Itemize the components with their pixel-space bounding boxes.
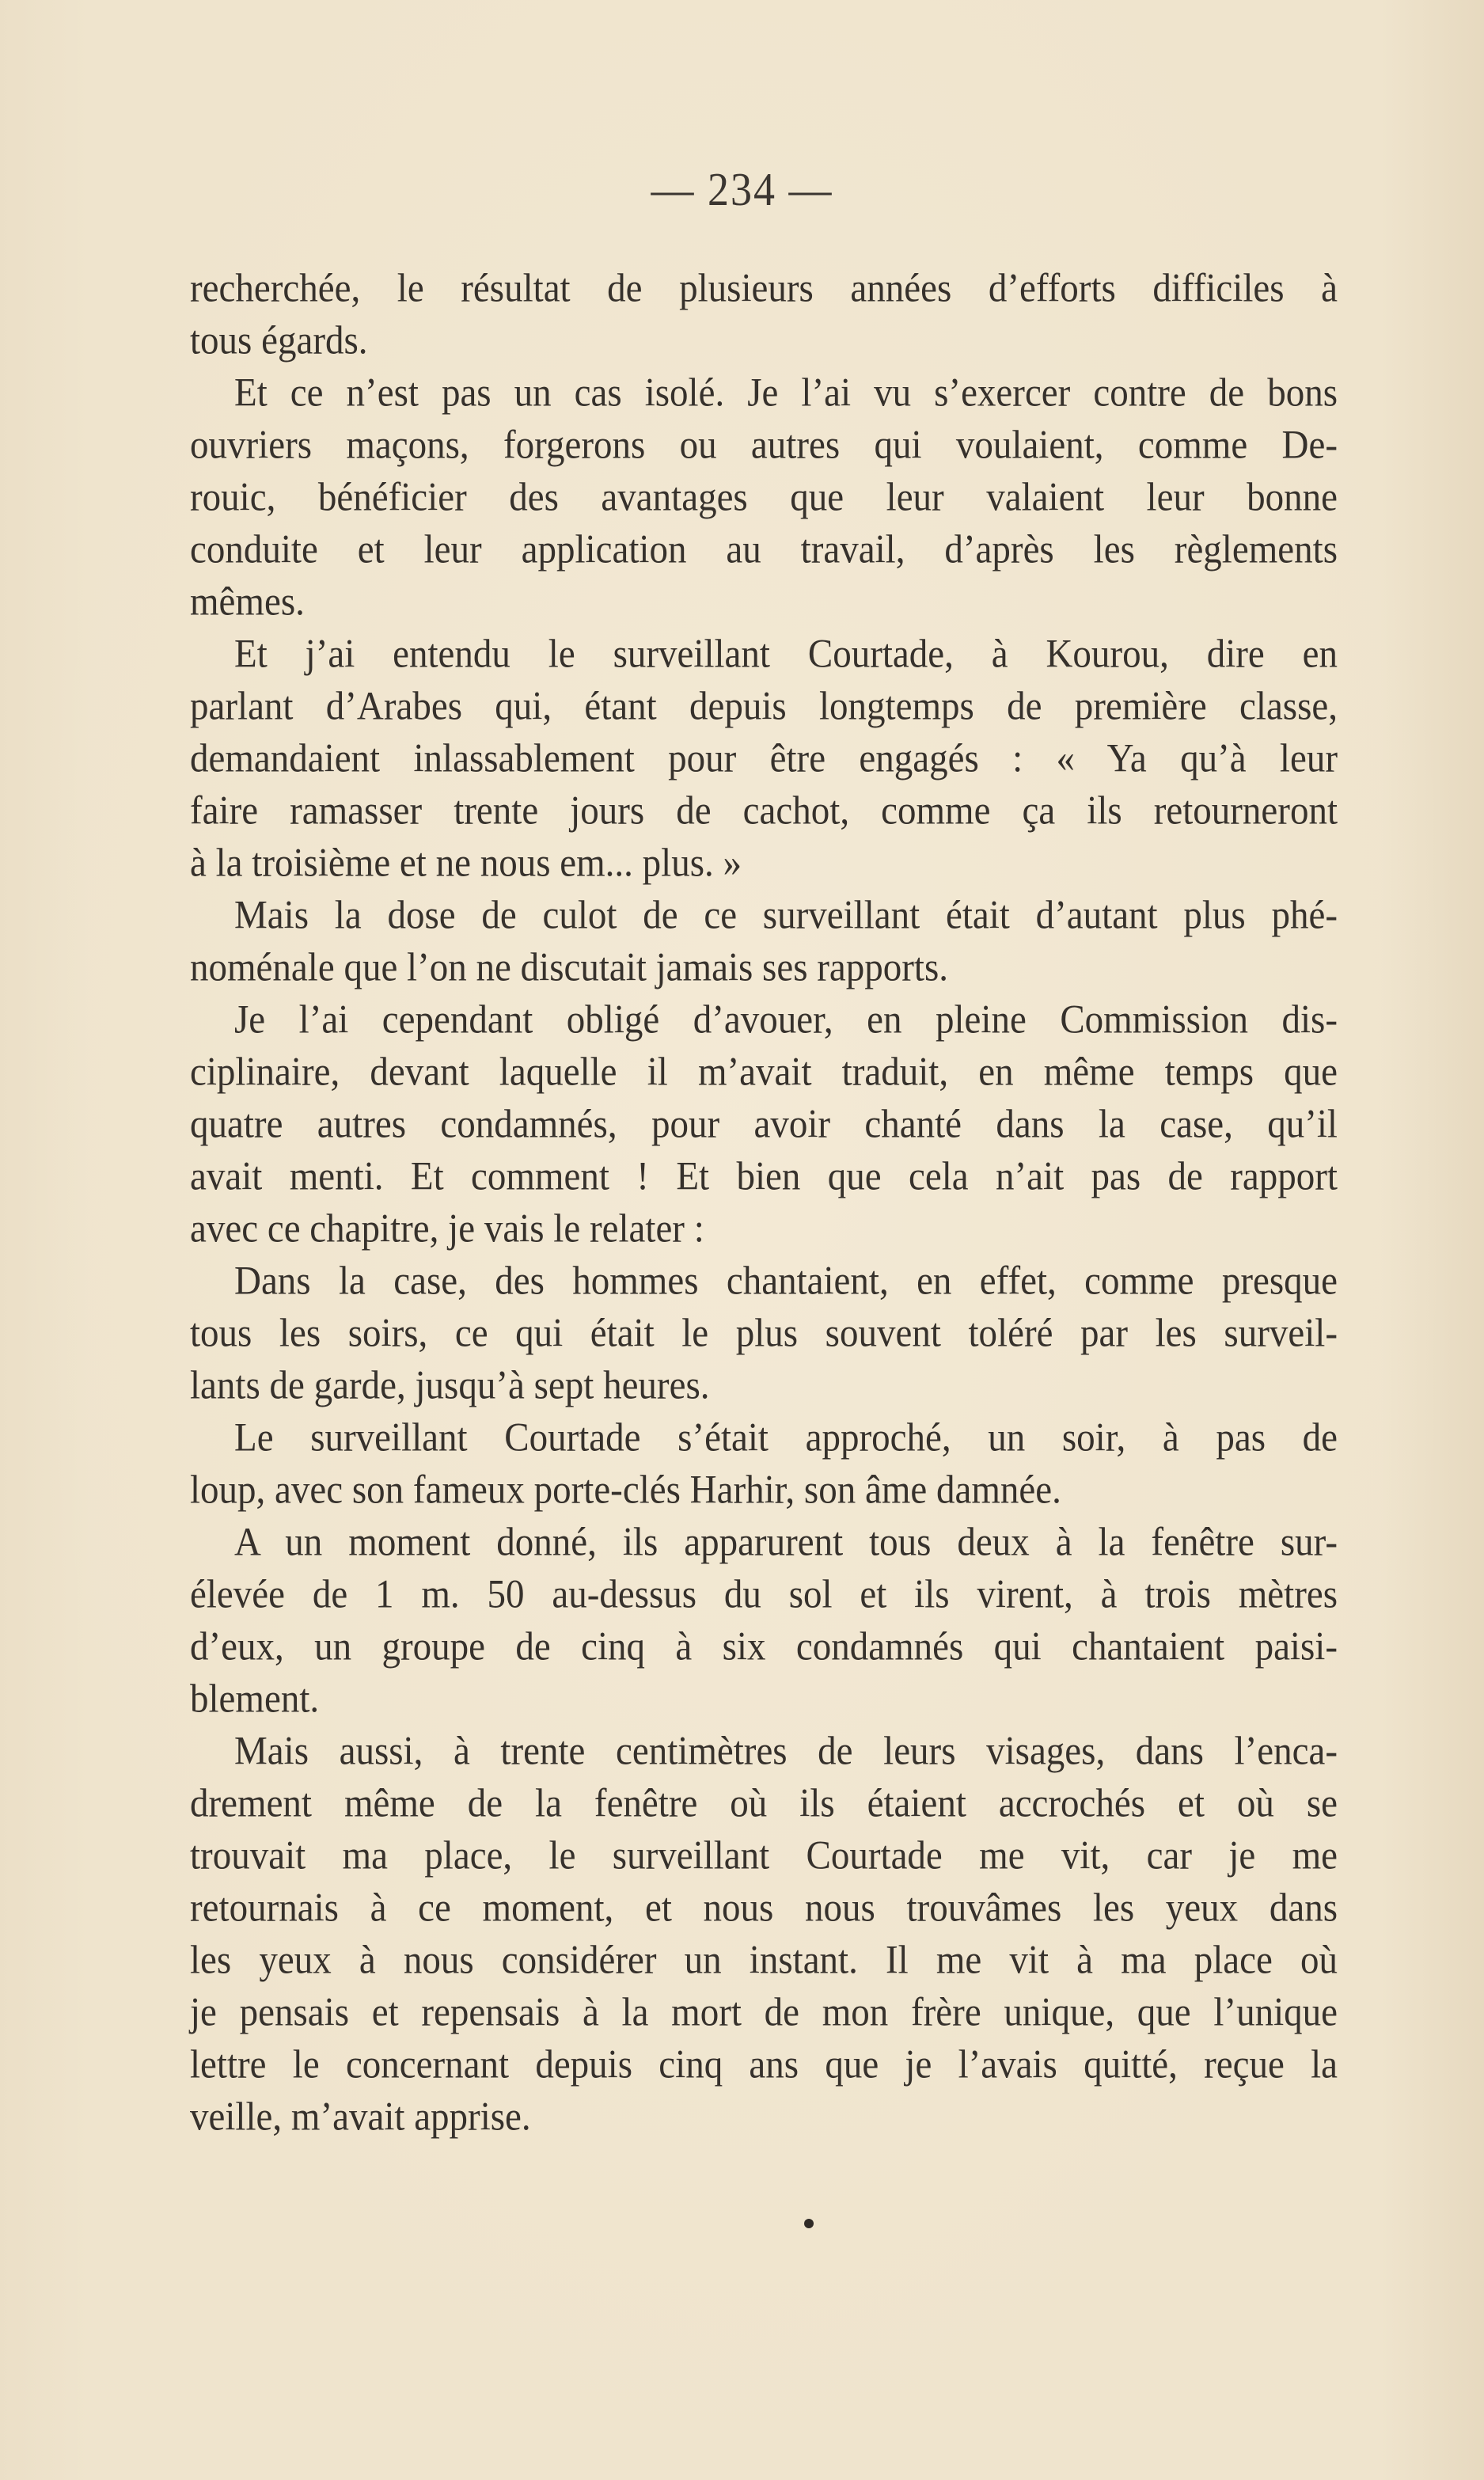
text-line: tous les soirs, ce qui était le plus souvent toléré par les surveil- [190, 1311, 1338, 1356]
page-number: — 234 — [651, 163, 833, 215]
text-line: avait menti. Et comment ! Et bien que cela n’ait pas de rapport [190, 1154, 1338, 1199]
text-line: parlant d’Arabes qui, étant depuis longtemps de première classe, [190, 684, 1338, 729]
text-line: avec ce chapitre, je vais le relater : [190, 1206, 704, 1251]
text-line: conduite et leur application au travail, d’après les règlements [190, 527, 1338, 572]
text-line: Dans la case, des hommes chantaient, en effet, comme presque [234, 1259, 1338, 1304]
text-line: drement même de la fenêtre où ils étaient accrochés et où se [190, 1781, 1338, 1826]
text-line: Je l’ai cependant obligé d’avouer, en pleine Commission dis- [234, 997, 1338, 1043]
text-line: lettre le concernant depuis cinq ans que je l’avais quitté, reçue la [190, 2042, 1338, 2087]
text-line: demandaient inlassablement pour être engagés : « Ya qu’à leur [190, 736, 1338, 781]
text-line: tous égards. [190, 318, 368, 363]
text-line: veille, m’avait apprise. [190, 2095, 531, 2140]
text-line: Mais aussi, à trente centimètres de leurs visages, dans l’enca- [234, 1729, 1338, 1774]
text-line: ciplinaire, devant laquelle il m’avait traduit, en même temps que [190, 1050, 1338, 1095]
text-line: lants de garde, jusqu’à sept heures. [190, 1363, 710, 1408]
text-line: loup, avec son fameux porte-clés Harhir, son âme damnée. [190, 1468, 1061, 1513]
text-line: élevée de 1 m. 50 au-dessus du sol et ils virent, à trois mètres [190, 1572, 1338, 1617]
text-line: rouic, bénéficier des avantages que leur valaient leur bonne [190, 475, 1338, 520]
text-line: je pensais et repensais à la mort de mon frère unique, que l’unique [190, 1990, 1338, 2035]
text-line: recherchée, le résultat de plusieurs années d’efforts difficiles à [190, 266, 1338, 311]
text-line: les yeux à nous considérer un instant. Il me vit à ma place où [190, 1938, 1338, 1983]
text-line: Le surveillant Courtade s’était approché, un soir, à pas de [234, 1415, 1338, 1460]
text-line: mêmes. [190, 579, 305, 625]
text-line: quatre autres condamnés, pour avoir chanté dans la case, qu’il [190, 1102, 1338, 1147]
text-line: trouvait ma place, le surveillant Courtade me vit, car je me [190, 1833, 1338, 1878]
text-line: retournais à ce moment, et nous nous trouvâmes les yeux dans [190, 1886, 1338, 1931]
text-line: Mais la dose de culot de ce surveillant était d’autant plus phé- [234, 893, 1338, 938]
text-line: Et j’ai entendu le surveillant Courtade, à Kourou, dire en [234, 632, 1338, 677]
text-line: Et ce n’est pas un cas isolé. Je l’ai vu s’exercer contre de bons [234, 370, 1338, 416]
text-line: blement. [190, 1677, 320, 1722]
text-line: A un moment donné, ils apparurent tous deux à la fenêtre sur- [234, 1520, 1338, 1565]
text-line: d’eux, un groupe de cinq à six condamnés qui chantaient paisi- [190, 1624, 1338, 1669]
text-line: à la troisième et ne nous em... plus. » [190, 841, 742, 886]
text-line: ouvriers maçons, forgerons ou autres qui voulaient, comme De- [190, 423, 1338, 468]
text-line: noménale que l’on ne discutait jamais ses rapports. [190, 945, 949, 990]
text-line: faire ramasser trente jours de cachot, comme ça ils retourneront [190, 788, 1338, 834]
ink-speck [804, 2219, 814, 2228]
body-text [190, 264, 1338, 2145]
